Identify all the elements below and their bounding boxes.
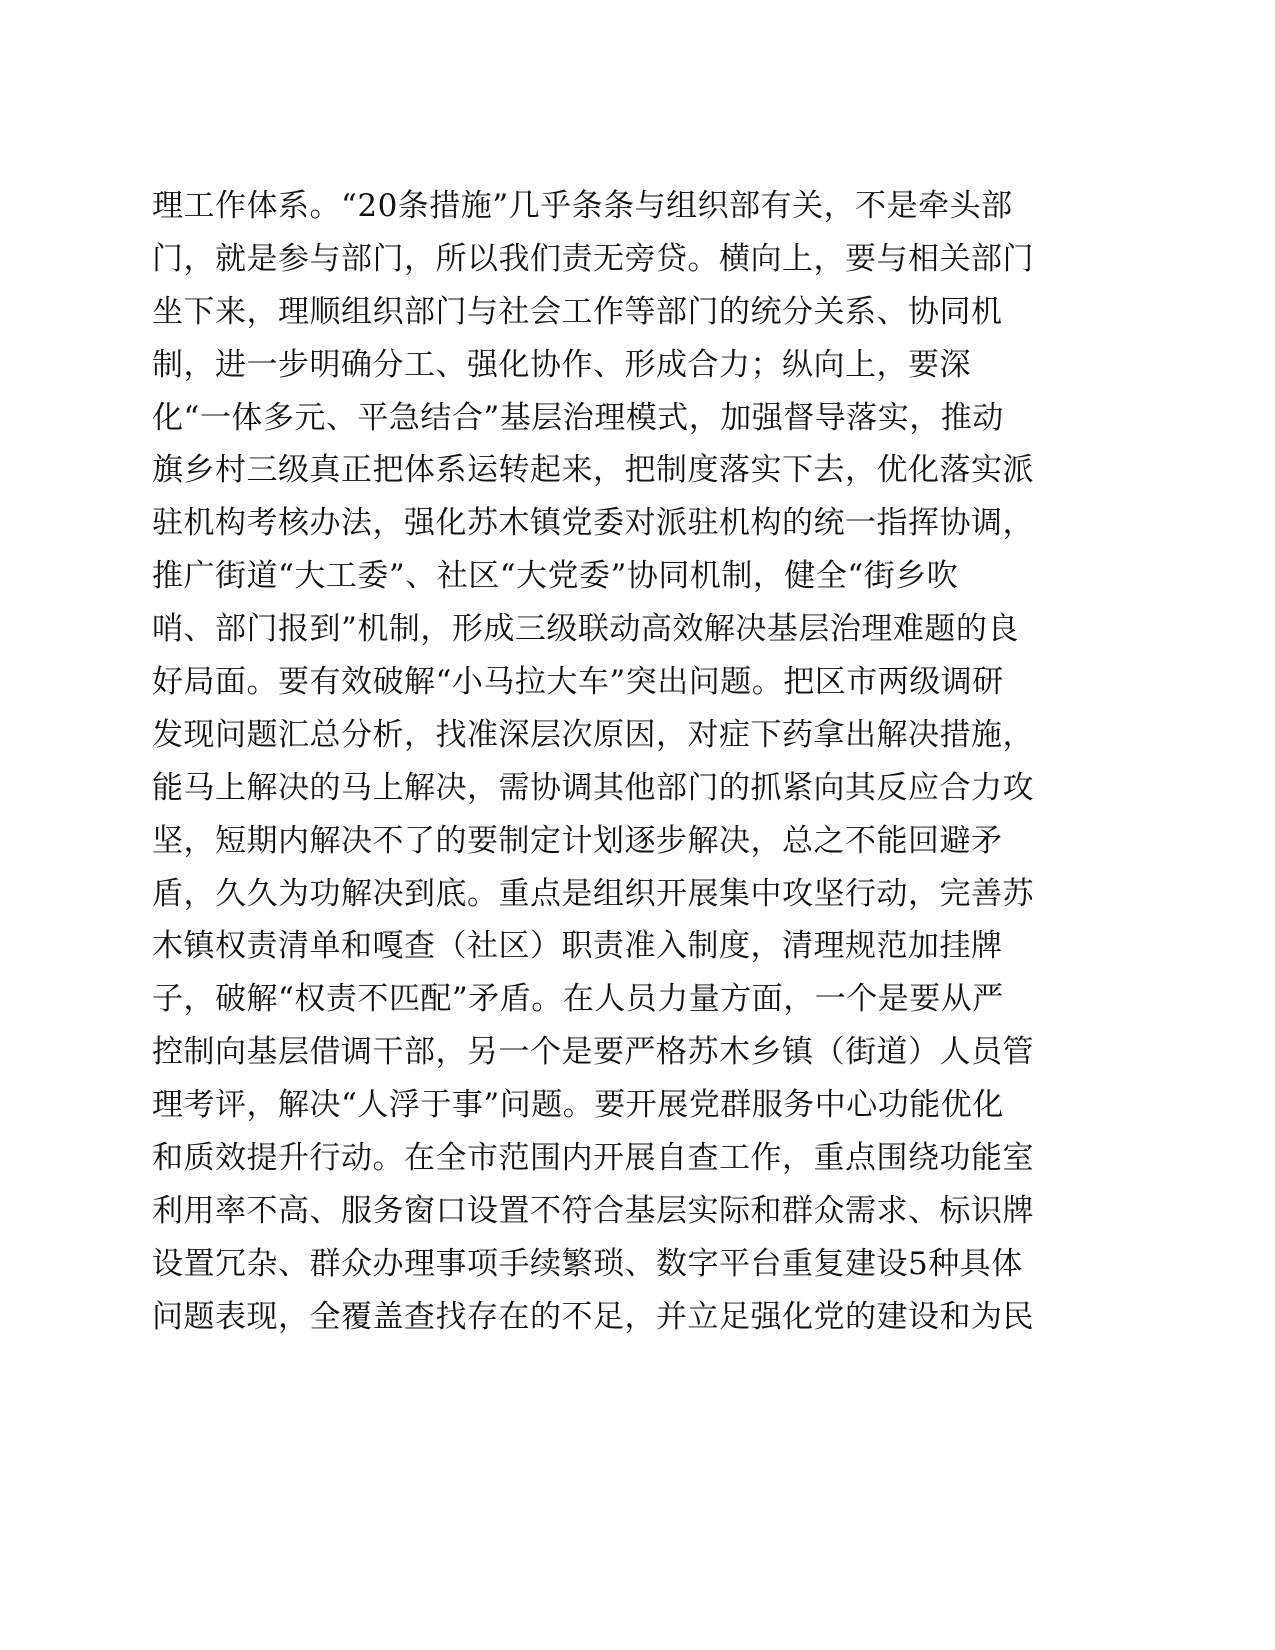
text-line: 利用率不高、服务窗口设置不符合基层实际和群众需求、标识牌 xyxy=(152,1192,1034,1229)
text-line: 驻机构考核办法，强化苏木镇党委对派驻机构的统一指挥协调， xyxy=(152,505,1034,542)
body-paragraph xyxy=(152,180,1092,1344)
text-line: 和质效提升行动。在全市范围内开展自查工作，重点围绕功能室 xyxy=(152,1140,1034,1177)
text-line: 木镇权责清单和嘎查（社区）职责准入制度，清理规范加挂牌 xyxy=(152,928,1003,965)
text-line: 控制向基层借调干部，另一个是要严格苏木乡镇（街道）人员管 xyxy=(152,1034,1034,1071)
text-line: 坚，短期内解决不了的要制定计划逐步解决，总之不能回避矛 xyxy=(152,822,1003,859)
text-line: 好局面。要有效破解“小马拉大车”突出问题。把区市两级调研 xyxy=(152,664,1004,701)
text-line: 门，就是参与部门，所以我们责无旁贷。横向上，要与相关部门 xyxy=(152,240,1034,277)
text-line: 能马上解决的马上解决，需协调其他部门的抓紧向其反应合力攻 xyxy=(152,769,1034,806)
text-line: 理考评，解决“人浮于事”问题。要开展党群服务中心功能优化 xyxy=(152,1087,1004,1124)
text-line: 设置冗杂、群众办理事项手续繁琐、数字平台重复建设5种具体 xyxy=(152,1245,1023,1282)
text-line: 理工作体系。“20条措施”几乎条条与组织部有关，不是牵头部 xyxy=(152,188,1013,224)
text-line: 坐下来，理顺组织部门与社会工作等部门的统分关系、协同机 xyxy=(152,293,1003,330)
text-line: 问题表现，全覆盖查找存在的不足，并立足强化党的建设和为民 xyxy=(152,1298,1034,1335)
text-line: 哨、部门报到”机制，形成三级联动高效解决基层治理难题的良 xyxy=(152,611,1019,648)
text-line: 盾，久久为功解决到底。重点是组织开展集中攻坚行动，完善苏 xyxy=(152,875,1034,912)
text-line: 制，进一步明确分工、强化协作、形成合力；纵向上，要深 xyxy=(152,346,971,383)
text-line: 子，破解“权责不匹配”矛盾。在人员力量方面，一个是要从严 xyxy=(152,981,1004,1018)
text-line: 化“一体多元、平急结合”基层治理模式，加强督导落实，推动 xyxy=(152,399,1004,436)
text-line: 旗乡村三级真正把体系运转起来，把制度落实下去，优化落实派 xyxy=(152,452,1034,489)
text-line: 发现问题汇总分析，找准深层次原因，对症下药拿出解决措施， xyxy=(152,716,1034,753)
text-line: 推广街道“大工委”、社区“大党委”协同机制，健全“街乡吹 xyxy=(152,558,959,595)
